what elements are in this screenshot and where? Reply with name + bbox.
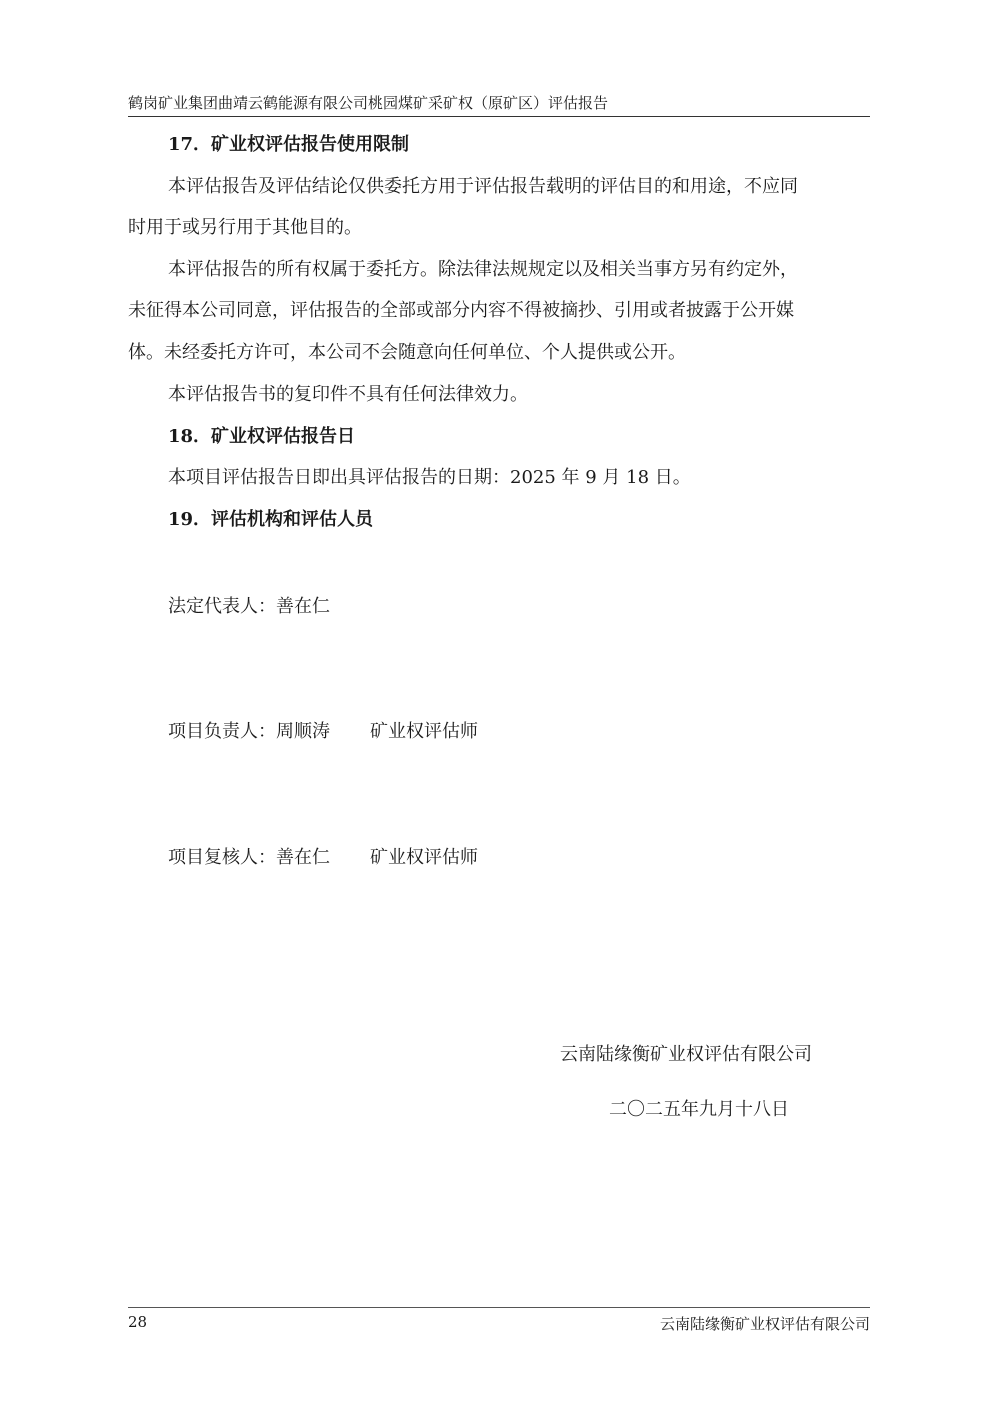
section-19-heading: 19．评估机构和评估人员 bbox=[168, 509, 374, 530]
project-lead-title: 矿业权评估师 bbox=[370, 721, 478, 742]
section-17-paragraph-1-line-2: 时用于或另行用于其他目的。 bbox=[128, 217, 362, 238]
section-18-heading: 18．矿业权评估报告日 bbox=[168, 426, 356, 447]
section-17-paragraph-3-line-1: 本评估报告书的复印件不具有任何法律效力。 bbox=[168, 384, 528, 405]
reviewer-title: 矿业权评估师 bbox=[370, 847, 478, 868]
header-divider bbox=[128, 116, 870, 117]
section-18-paragraph-1: 本项目评估报告日即出具评估报告的日期：2025 年 9 月 18 日。 bbox=[168, 467, 691, 488]
footer-company: 云南陆缘衡矿业权评估有限公司 bbox=[659, 1315, 870, 1333]
section-17-heading: 17．矿业权评估报告使用限制 bbox=[168, 134, 410, 155]
footer-divider bbox=[128, 1307, 870, 1308]
signature-company: 云南陆缘衡矿业权评估有限公司 bbox=[560, 1044, 812, 1065]
legal-representative-line bbox=[168, 595, 330, 619]
project-lead-line bbox=[168, 720, 478, 744]
signature-date: 二〇二五年九月十八日 bbox=[609, 1099, 789, 1120]
page-number: 28 bbox=[128, 1313, 148, 1331]
reviewer-line bbox=[168, 846, 478, 870]
section-17-paragraph-1-line-1: 本评估报告及评估结论仅供委托方用于评估报告载明的评估目的和用途，不应同 bbox=[168, 176, 798, 197]
section-17-paragraph-2-line-2: 未征得本公司同意，评估报告的全部或部分内容不得被摘抄、引用或者披露于公开媒 bbox=[128, 300, 794, 321]
reviewer: 项目复核人：善在仁 bbox=[168, 847, 330, 868]
section-17-paragraph-2-line-3: 体。未经委托方许可，本公司不会随意向任何单位、个人提供或公开。 bbox=[128, 342, 686, 363]
legal-representative: 法定代表人：善在仁 bbox=[168, 596, 330, 617]
section-17-paragraph-2-line-1: 本评估报告的所有权属于委托方。除法律法规规定以及相关当事方另有约定外， bbox=[168, 259, 798, 280]
project-lead: 项目负责人：周顺涛 bbox=[168, 721, 330, 742]
header-title: 鹤岗矿业集团曲靖云鹤能源有限公司桃园煤矿采矿权（原矿区）评估报告 bbox=[128, 94, 609, 112]
